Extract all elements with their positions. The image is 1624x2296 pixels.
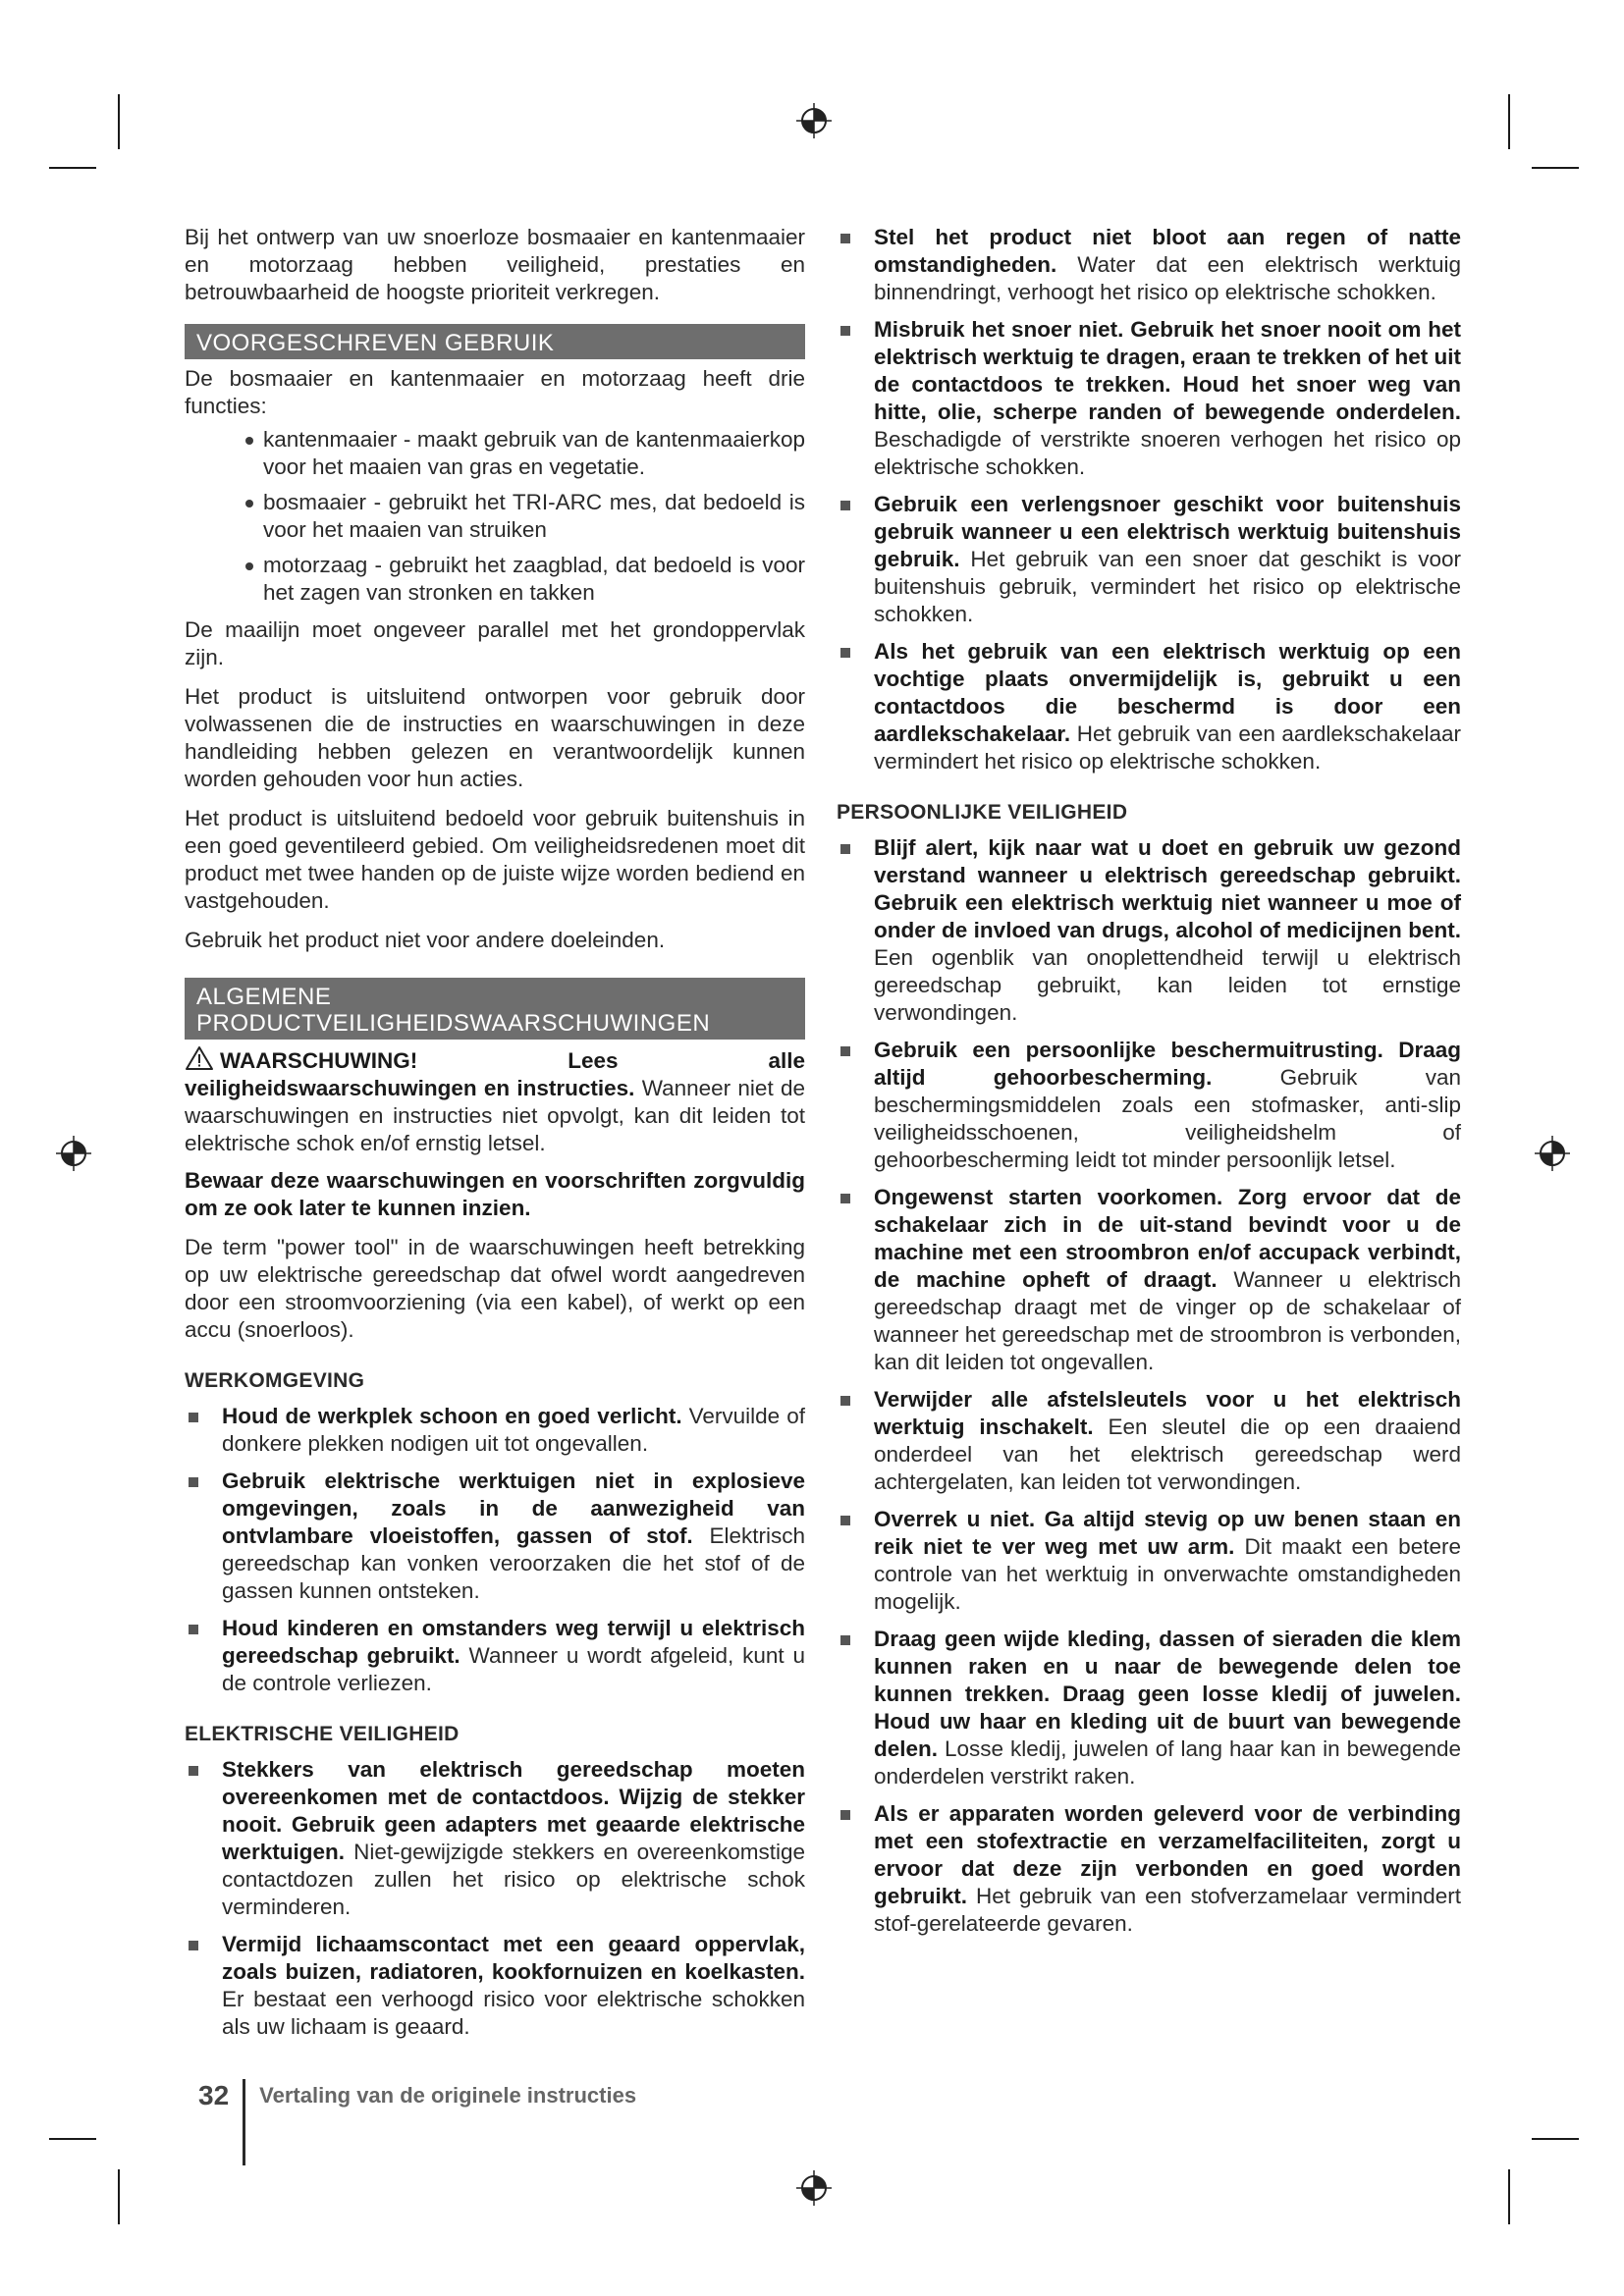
crop-mark: [118, 2169, 120, 2224]
keep-instructions: Bewaar deze waarschuwingen en voorschriften zorgvuldig om ze ook later te kunnen inzien.: [185, 1168, 805, 1220]
electrical-safety-list-continued: [837, 224, 1461, 775]
list-item: Vermijd lichaamscontact met een geaard oppervlak, zoals buizen, radiatoren, kookfornuizen en koelkasten. Er bestaat een verhoogd risico voor elektrische schokken als uw lichaam is geaard.: [222, 1932, 805, 2039]
paragraph-adults: Het product is uitsluitend ontworpen voor gebruik door volwassenen die de instructies en waarschuwingen in deze handleiding hebben gelezen en verantwoordelijk kunnen worden gehouden voor hun acties.: [185, 684, 805, 791]
list-item: Als het gebruik van een elektrisch werktuig op een vochtige plaats onvermijdelijk is, gebruikt u een contactdoos die beschermd is door een aardlekschakelaar. Het gebruik van een aardlekschakelaar vermindert het risico op elektrische schokken.: [874, 639, 1461, 774]
crop-mark: [49, 167, 96, 169]
page-footer: [198, 2079, 636, 2165]
list-item: Blijf alert, kijk naar wat u doet en gebruik uw gezond verstand wanneer u elektrisch gereedschap gebruikt. Gebruik een elektrisch werktuig niet wanneer u moe of onder de invloed van drugs, alcohol of medicijnen bent. Een ogenblik van onoplettendheid terwijl u elektrisch gereedschap gebruikt, kan leiden tot ernstige verwondingen.: [874, 835, 1461, 1025]
heading-work-area: WERKOMGEVING: [185, 1369, 365, 1392]
list-item: Draag geen wijde kleding, dassen of sieraden die klem kunnen raken en u naar de bewegende delen toe kunnen trekken. Draag geen losse kledij of juwelen. Houd uw haar en kleding uit de buurt van bewegende delen. Losse kledij, juwelen of lang haar kan in bewegende onderdelen verstrikt raken.: [874, 1627, 1461, 1789]
footer-caption: Vertaling van de originele instructies: [259, 2083, 637, 2108]
crop-mark: [49, 2138, 96, 2140]
list-item: kantenmaaier - maakt gebruik van de kantenmaaierkop voor het maaien van gras en vegetatie.: [263, 427, 805, 479]
electrical-safety-list: [185, 1756, 805, 2041]
footer-divider: [243, 2079, 245, 2165]
paragraph-parallel: De maailijn moet ongeveer parallel met het grondoppervlak zijn.: [185, 617, 805, 669]
list-item: Stekkers van elektrisch gereedschap moeten overeenkomen met de contactdoos. Wijzig de stekker nooit. Gebruik geen adapters met geaarde elektrische werktuigen. Niet-gewijzigde stekkers en overeenkomstige contactdozen zullen het risico op elektrische schok verminderen.: [222, 1757, 805, 1919]
list-item: Stel het product niet bloot aan regen of natte omstandigheden. Water dat een elektrisch werktuig binnendringt, verhoogt het risico op elektrische schokken.: [874, 225, 1461, 304]
list-item: Verwijder alle afstelsleutels voor u het elektrisch werktuig inschakelt. Een sleutel die op een draaiend onderdeel van het elektrisch gereedschap werd achtergelaten, kan leiden tot verwondingen.: [874, 1387, 1461, 1494]
functions-list: [185, 426, 805, 607]
list-item: Ongewenst starten voorkomen. Zorg ervoor dat de schakelaar zich in de uit-stand bevindt voor u de machine met een stroombron en/of accupack verbindt, de machine opheft of draagt. Wanneer u elektrisch gereedschap draagt met de vinger op de schakelaar of wanneer het gereedschap met de stroombron is verbonden, kan dit leiden tot ongevallen.: [874, 1185, 1462, 1374]
list-item: Gebruik elektrische werktuigen niet in explosieve omgevingen, zoals in de aanwezigheid van ontvlambare vloeistoffen, gassen of stof. Elektrisch gereedschap kan vonken veroorzaken die het stof of de gassen kunnen ontsteken.: [222, 1468, 805, 1603]
list-item: Misbruik het snoer niet. Gebruik het snoer nooit om het elektrisch werktuig te dragen, eraan te trekken of het uit de contactdoos te trekken. Houd het snoer weg van hitte, olie, scherpe randen of bewegende onderdelen. Beschadigde of verstrikte snoeren verhogen het risico op elektrische schokken.: [874, 317, 1461, 479]
left-column: [185, 224, 805, 2051]
crop-mark: [1508, 94, 1510, 149]
list-item: Houd kinderen en omstanders weg terwijl u elektrisch gereedschap gebruikt. Wanneer u wordt afgeleid, kunt u de controle verliezen.: [222, 1616, 805, 1695]
registration-mark-icon: [795, 102, 833, 139]
registration-mark-icon: [1534, 1135, 1571, 1172]
warning-triangle-icon: [185, 1045, 214, 1071]
list-item: Gebruik een verlengsnoer geschikt voor buitenshuis gebruik wanneer u een elektrisch werktuig buitenshuis gebruik. Het gebruik van een snoer dat geschikt is voor buitenshuis gebruik, vermindert het risico op elektrische schokken.: [874, 492, 1461, 626]
list-item: Overrek u niet. Ga altijd stevig op uw benen staan en reik niet te ver weg met uw arm. Dit maakt een betere controle van het werktuig in onverwachte omstandigheden mogelijk.: [874, 1507, 1461, 1614]
work-area-list: [185, 1403, 805, 1697]
intro-paragraph: Bij het ontwerp van uw snoerloze bosmaaier en kantenmaaier en motorzaag hebben veiligheid, prestaties en betrouwbaarheid de hoogste prioriteit verkregen.: [185, 225, 805, 304]
right-column: [837, 224, 1461, 1948]
section-banner-general-safety: ALGEMENE PRODUCTVEILIGHEIDSWAARSCHUWINGEN: [185, 978, 805, 1040]
registration-mark-icon: [795, 2169, 833, 2207]
crop-mark: [1508, 2169, 1510, 2224]
crop-mark: [118, 94, 120, 149]
paragraph-outdoor: Het product is uitsluitend bedoeld voor gebruik buitenshuis in een goed geventileerd gebied. Om veiligheidsredenen moet dit product met twee handen op de juiste wijze worden bediend en vastgehouden.: [185, 806, 805, 913]
list-item: Gebruik een persoonlijke beschermuitrusting. Draag altijd gehoorbescherming. Gebruik van beschermingsmiddelen zoals een stofmasker, anti-slip veiligheidsschoenen, veiligheidshelm of gehoorbescherming leidt tot minder persoonlijk letsel.: [874, 1038, 1461, 1172]
registration-mark-icon: [55, 1135, 92, 1172]
personal-safety-list: [837, 834, 1461, 1938]
list-item: Houd de werkplek schoon en goed verlicht. Vervuilde of donkere plekken nodigen uit tot ongevallen.: [222, 1404, 806, 1456]
warning-body: Wanneer niet de waarschuwingen en instructies niet opvolgt, kan dit leiden tot elektrische schok en/of ernstig letsel.: [185, 1076, 805, 1155]
heading-personal-safety: PERSOONLIJKE VEILIGHEID: [837, 801, 1128, 824]
warning-title: WAARSCHUWING! Lees alle veiligheidswaarschuwingen en instructies.: [185, 1048, 805, 1100]
list-item: bosmaaier - gebruikt het TRI-ARC mes, dat bedoeld is voor het maaien van struiken: [263, 490, 805, 542]
page-number: 32: [198, 2080, 230, 2110]
crop-mark: [1532, 167, 1579, 169]
list-item: motorzaag - gebruikt het zaagblad, dat bedoeld is voor het zagen van stronken en takken: [263, 553, 805, 605]
crop-mark: [1532, 2138, 1579, 2140]
functions-intro: De bosmaaier en kantenmaaier en motorzaag heeft drie functies:: [185, 366, 805, 418]
paragraph-other-use: Gebruik het product niet voor andere doeleinden.: [185, 928, 666, 952]
section-banner-intended-use: VOORGESCHREVEN GEBRUIK: [185, 324, 805, 359]
list-item: Als er apparaten worden geleverd voor de verbinding met een stofextractie en verzamelfaciliteiten, zorgt u ervoor dat deze zijn verbonden en goed worden gebruikt. Het gebruik van een stofverzamelaar vermindert stof-gerelateerde gevaren.: [874, 1801, 1461, 1936]
power-tool-definition: De term "power tool" in de waarschuwingen heeft betrekking op uw elektrische gereedschap dat ofwel wordt aangedreven door een stroomvoorziening (via een kabel), of werkt op een accu (snoerloos).: [185, 1235, 805, 1342]
heading-electrical-safety: ELEKTRISCHE VEILIGHEID: [185, 1723, 460, 1745]
warning-paragraph: [185, 1045, 805, 1157]
